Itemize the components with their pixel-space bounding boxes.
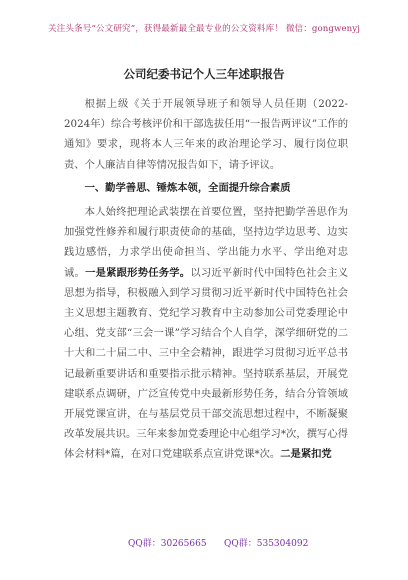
bold-subheading-1: 一是紧跟形势任务学。 [85,266,191,279]
paragraph-text-continued: 以习近平新时代中国特色社会主义思想为指导，积极融入到学习贯彻习近平新时代中国特色社会主义思想主题教育、党纪学习教育中主动参加公司党委理论中心组、党支部“三会一课”学习结合个人自学，深学细研党的二十大和二十届二中、三中全会精神，跟进学习贯彻习近平总书记最新重要讲话和重要指示批示精神。坚持联系基层，开展党建联系点调研，广泛宣传党中央最新形势任务，结合分管领域开展党课宣讲，在与基层党员干部交流思想过程中，不断凝聚改革发展共识。三年来参加党委理论中心组学习*次，撰写心得体会材料*篇，在对口党建联系点宣讲党课*次。 [64,266,349,461]
intro-paragraph: 根据上级《关于开展领导班子和领导人员任期（2022-2024年）综合考核评价和干部选拔任用“一报告两评议”工作的通知》要求，现将本人三年来的政治理论学习、履行岗位职责、个人廉洁自律等情况报告如下，请予评议。 [64,98,348,171]
header-banner: 关注头条号“公文研究”，获得最新最全最专业的公文资料库！ 微信：gongwenyj [47,24,361,34]
page-title: 公司纪委书记个人三年述职报告 [123,67,285,81]
paragraph-text: 本人始终把理论武装摆在首要位置，坚持把勤学善思作为加强党性修养和履行职责使命的基础，坚持边学边思考、边实践边感悟，力求学出使命担当、学出能力水平、学出绝对忠诚。 [64,206,348,279]
body-paragraph-1 [64,202,348,465]
qq-group-link-1[interactable]: QQ群：30265665 [128,539,207,549]
qq-group-link-2[interactable]: QQ群：535304092 [224,539,309,549]
section-heading-1: 一、勤学善思、锤炼本领，全面提升综合素质 [84,181,291,194]
document-body [64,94,348,465]
bold-subheading-2: 二是紧扣党 [280,448,332,461]
